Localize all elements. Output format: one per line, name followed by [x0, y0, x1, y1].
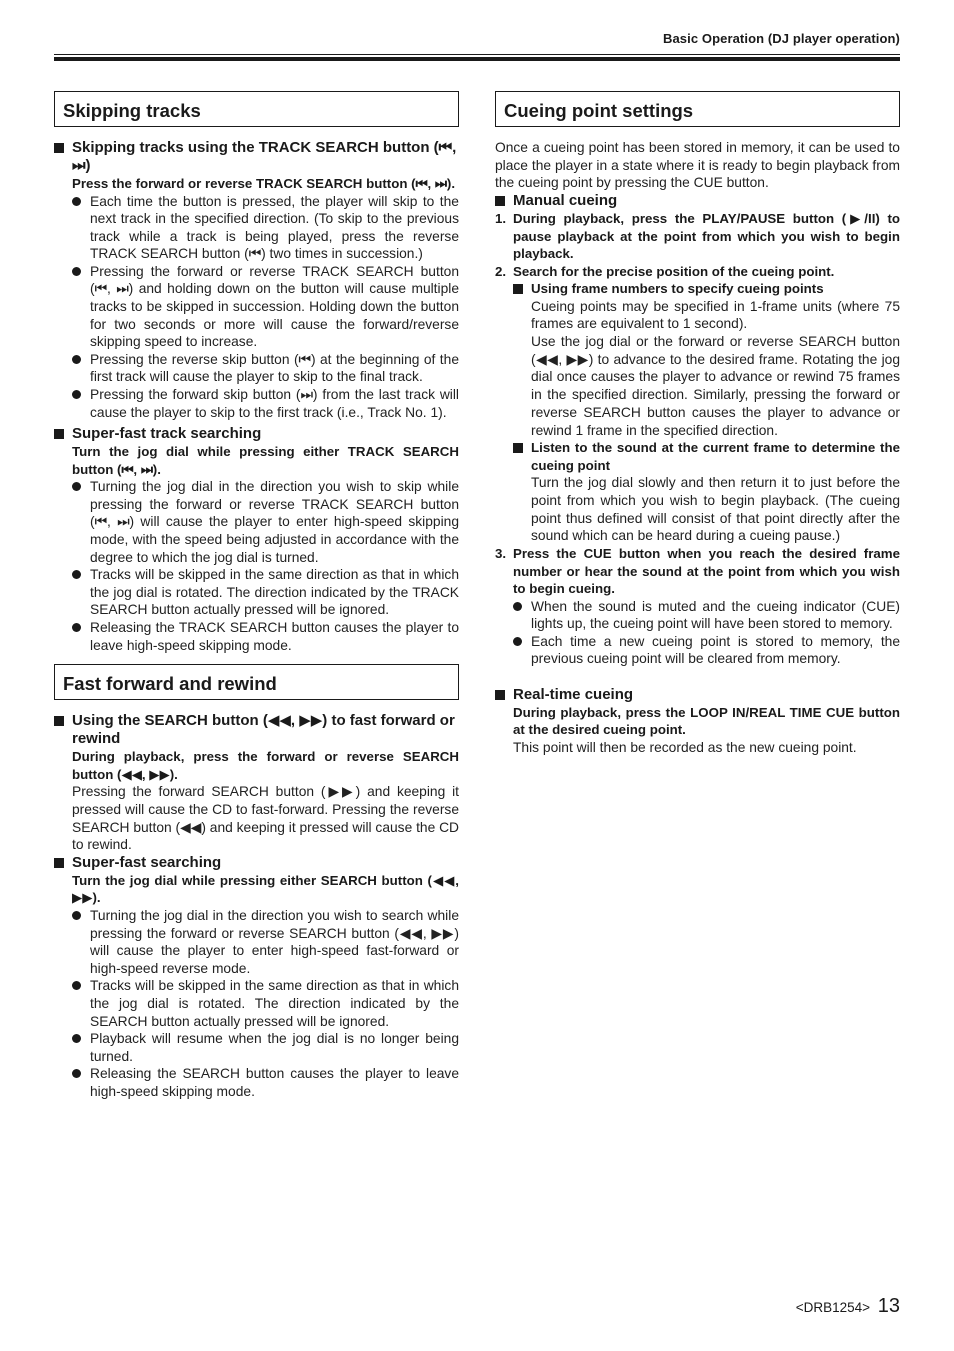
- section-title-fast-forward-rewind: Fast forward and rewind: [54, 664, 459, 700]
- square-bullet-icon: [513, 284, 523, 294]
- bullet-dot-icon: [72, 390, 81, 399]
- step-item: [495, 210, 900, 263]
- body-listen-sound: Turn the jog dial slowly and then return it to just before the point from which you wish to begin playback. (The cueing point thus defined will consist of that point directly after the sound which can be heard during a cueing pause.): [531, 475, 900, 544]
- bullet-dot-icon: [72, 355, 81, 364]
- heading-manual-cueing: Manual cueing: [495, 192, 900, 210]
- bullet-dot-icon: [72, 911, 81, 920]
- step-number: 3.: [495, 546, 507, 562]
- section-title-skipping-tracks: Skipping tracks: [54, 91, 459, 127]
- step-text: Search for the precise position of the cueing point.: [513, 263, 835, 279]
- body-frame-numbers-1: Cueing points may be specified in 1-frame units (where 75 frames are equivalent to 1 second).: [531, 298, 900, 332]
- body-frame-numbers-2: Use the jog dial or the forward or reverse SEARCH button (◀◀, ▶▶) to advance to the desired frame. Rotating the jog dial once causes the player to advance or rewind 75 frames in the specified direction. Similarly, pressing the forward or reverse SEARCH button causes the player to advance or rewind 1 frame in the specified direction.: [531, 334, 900, 438]
- running-header: Basic Operation (DJ player operation): [662, 31, 900, 46]
- bullet-dot-icon: [72, 570, 81, 579]
- bullet-dot-icon: [72, 197, 81, 206]
- list-item: Pressing the reverse skip button (⏮) at the beginning of the first track will cause the player to skip to the final track.: [72, 351, 459, 386]
- list-item: Each time a new cueing point is stored to memory, the previous cueing point will be cleared from memory.: [513, 633, 900, 668]
- bullet-dot-icon: [72, 1069, 81, 1078]
- body-real-time-cueing: This point will then be recorded as the new cueing point.: [513, 739, 857, 755]
- bullet-dot-icon: [513, 602, 522, 611]
- bullet-dot-icon: [72, 623, 81, 632]
- list-item: Each time the button is pressed, the player will skip to the next track in the specified direction. (To skip to the previous track while a track is being played, press the reverse TRACK SEARCH button (⏮) two times in succession.): [72, 193, 459, 263]
- bullet-dot-icon: [72, 482, 81, 491]
- bullet-list-step3: [513, 598, 900, 668]
- square-bullet-icon: [54, 858, 64, 868]
- list-item: Playback will resume when the jog dial is no longer being turned.: [72, 1030, 459, 1065]
- square-bullet-icon: [513, 443, 523, 453]
- bullet-dot-icon: [72, 267, 81, 276]
- list-item: Pressing the forward or reverse TRACK SEARCH button (⏮, ⏭) and holding down on the button will cause multiple tracks to be skipped in succession. Holding down the button for two seconds or more will cause the forward/reverse skipping speed to increase.: [72, 263, 459, 351]
- heading-super-fast-searching: Super-fast searching: [54, 854, 459, 872]
- manual-cueing-steps: [495, 210, 900, 668]
- header-rule-thick: [54, 57, 900, 61]
- bullet-dot-icon: [72, 1034, 81, 1043]
- square-bullet-icon: [54, 429, 64, 439]
- document-code: <DRB1254>: [795, 1300, 870, 1315]
- list-item: Tracks will be skipped in the same direction as that in which the jog dial is rotated. The direction indicated by the SEARCH button actually pressed will be ignored.: [72, 977, 459, 1030]
- instruction-super-fast-searching: Turn the jog dial while pressing either SEARCH button (◀◀, ▶▶).: [72, 872, 459, 906]
- bullet-dot-icon: [513, 637, 522, 646]
- square-bullet-icon: [54, 143, 64, 153]
- header-rule-thin: [54, 54, 900, 55]
- step-number: 1.: [495, 211, 507, 227]
- step-number: 2.: [495, 263, 507, 279]
- list-item: Turning the jog dial in the direction you wish to search while pressing the forward or reverse SEARCH button (◀◀, ▶▶) will cause the player to enter high-speed fast-forward or high-speed reverse mode.: [72, 907, 459, 977]
- heading-search-button: Using the SEARCH button (◀◀, ▶▶) to fast forward or rewind: [54, 712, 459, 748]
- bullet-list-super-fast-searching: [54, 907, 459, 1101]
- list-item: Releasing the TRACK SEARCH button causes the player to leave high-speed skipping mode.: [72, 619, 459, 654]
- square-bullet-icon: [495, 690, 505, 700]
- left-column: [54, 91, 459, 1101]
- subheading-frame-numbers: Using frame numbers to specify cueing points: [513, 280, 900, 298]
- square-bullet-icon: [54, 716, 64, 726]
- list-item: Tracks will be skipped in the same direction as that in which the jog dial is rotated. The direction indicated by the TRACK SEARCH button actually pressed will be ignored.: [72, 566, 459, 619]
- right-column: [495, 91, 900, 757]
- step-text: During playback, press the PLAY/PAUSE button (▶/II) to pause playback at the point from which you wish to begin playback.: [513, 211, 900, 262]
- heading-super-fast-track-searching: Super-fast track searching: [54, 425, 459, 443]
- cueing-intro: Once a cueing point has been stored in memory, it can be used to place the player in a state where it is ready to begin playback from the cueing point by pressing the CUE button.: [495, 140, 900, 191]
- instruction-search-button: During playback, press the forward or reverse SEARCH button (◀◀, ▶▶).: [72, 749, 459, 782]
- list-item: Pressing the forward skip button (⏭) from the last track will cause the player to skip to the first track (i.e., Track No. 1).: [72, 386, 459, 421]
- instruction-real-time-cueing: During playback, press the LOOP IN/REAL TIME CUE button at the desired cueing point.: [513, 704, 900, 738]
- list-item: Turning the jog dial in the direction you wish to skip while pressing the forward or reverse TRACK SEARCH button (⏮, ⏭) will cause the player to enter high-speed skipping mode, with the speed being adjusted in accordance with the degree to which the jog dial is turned.: [72, 478, 459, 566]
- list-item: Releasing the SEARCH button causes the player to leave high-speed skipping mode.: [72, 1065, 459, 1100]
- instruction-track-search: Press the forward or reverse TRACK SEARCH button (⏮, ⏭).: [72, 176, 456, 191]
- list-item: When the sound is muted and the cueing indicator (CUE) lights up, the cueing point will have been stored to memory.: [513, 598, 900, 633]
- section-title-cueing-point-settings: Cueing point settings: [495, 91, 900, 127]
- square-bullet-icon: [495, 196, 505, 206]
- step-item: [495, 263, 900, 545]
- heading-track-search-button: Skipping tracks using the TRACK SEARCH button (⏮, ⏭): [54, 139, 459, 175]
- instruction-super-fast-track: Turn the jog dial while pressing either TRACK SEARCH button (⏮, ⏭).: [72, 444, 459, 477]
- bullet-list-track-search: [54, 193, 459, 422]
- step-text: Press the CUE button when you reach the desired frame number or hear the sound at the point from which you wish to begin cueing.: [513, 546, 900, 597]
- subheading-listen-sound: Listen to the sound at the current frame to determine the cueing point: [513, 439, 900, 474]
- bullet-list-super-fast-track: [54, 478, 459, 654]
- heading-real-time-cueing: Real-time cueing: [495, 686, 900, 704]
- page-number: 13: [877, 1295, 900, 1317]
- step-item: [495, 545, 900, 668]
- bullet-dot-icon: [72, 981, 81, 990]
- body-search-button: Pressing the forward SEARCH button (▶▶) and keeping it pressed will cause the CD to fast-forward. Pressing the reverse SEARCH button (◀◀) and keeping it pressed will cause the CD to rewind.: [72, 784, 460, 853]
